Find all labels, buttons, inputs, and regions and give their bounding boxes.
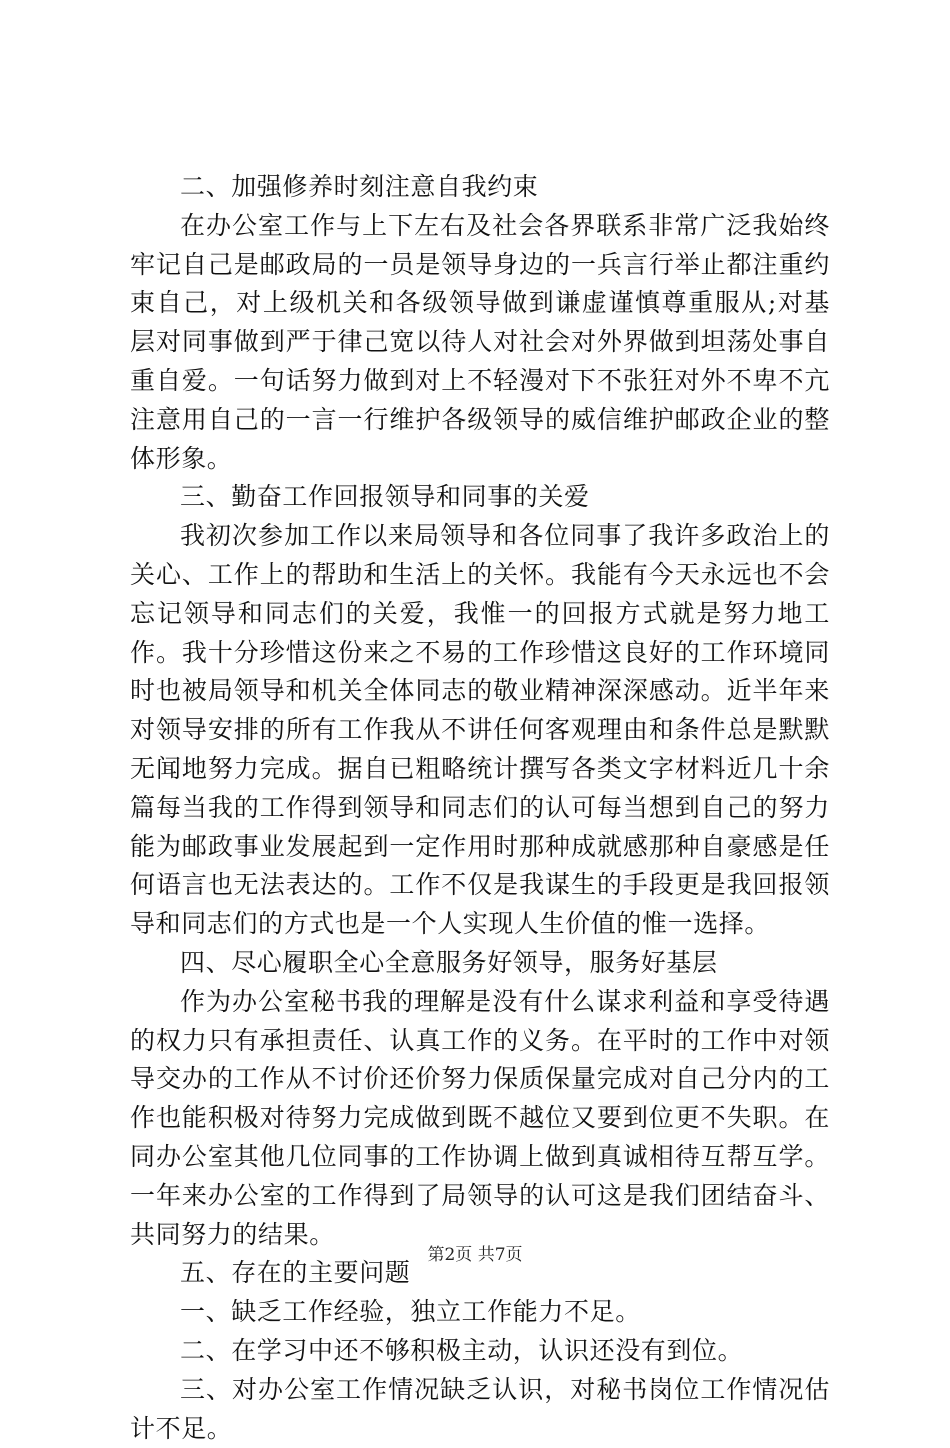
problem-item-2: 二、在学习中还不够积极主动，认识还没有到位。 [180,1335,744,1365]
section-3-paragraph-1: 我初次参加工作以来局领导和各位同事了我许多政治上的关心、工作上的帮助和生活上的关怀。我能有今天永远也不会忘记领导和同志们的关爱，我惟一的回报方式就是努力地工作。我十分珍惜这份来之不易的工作珍惜这良好的工作环境同时也被局领导和机关全体同志的敬业精神深深感动。近半年来对领导安排的所有工作我从不讲任何客观理由和条件总是默默无闻地努力完成。据自已粗略统计撰写各类文字材料近几十余篇每当我的工作得到领导和同志们的认可每当想到自己的努力能为邮政事业发展起到一定作用时那种成就感那种自豪感是任何语言也无法表达的。工作不仅是我谋生的手段更是我回报领导和同志们的方式也是一个人实现人生价值的惟一选择。 [130,521,830,939]
section-heading-4: 四、尽心履职全心全意服务好领导，服务好基层 [180,947,718,977]
page-number-footer: 第2页 共7页 [427,1245,523,1265]
section-heading-2: 二、加强修养时刻注意自我约束 [180,172,539,201]
problem-item-1: 一、缺乏工作经验，独立工作能力不足。 [180,1297,641,1327]
section-2-paragraph-1: 在办公室工作与上下左右及社会各界联系非常广泛我始终牢记自己是邮政局的一员是领导身边的一兵言行举止都注重约束自己，对上级机关和各级领导做到谦虚谨慎尊重服从;对基层对同事做到严于律己宽以待人对社会对外界做到坦荡处事自重自爱。一句话努力做到对上不轻漫对下不张狂对外不卑不亢注意用自己的一言一行维护各级领导的威信维护邮政企业的整体形象。 [130,210,830,473]
section-4-paragraph-1: 作为办公室秘书我的理解是没有什么谋求利益和享受待遇的权力只有承担责任、认真工作的义务。在平时的工作中对领导交办的工作从不讨价还价努力保质保量完成对自己分内的工作也能积极对待努力完成做到既不越位又要到位更不失职。在同办公室其他几位同事的工作协调上做到真诚相待互帮互学。一年来办公室的工作得到了局领导的认可这是我们团结奋斗、共同努力的结果。 [130,986,830,1249]
problem-item-3: 三、对办公室工作情况缺乏认识，对秘书岗位工作情况估计不足。 [130,1374,830,1443]
section-heading-3: 三、勤奋工作回报领导和同事的关爱 [180,482,590,512]
section-heading-5: 五、存在的主要问题 [180,1258,411,1288]
